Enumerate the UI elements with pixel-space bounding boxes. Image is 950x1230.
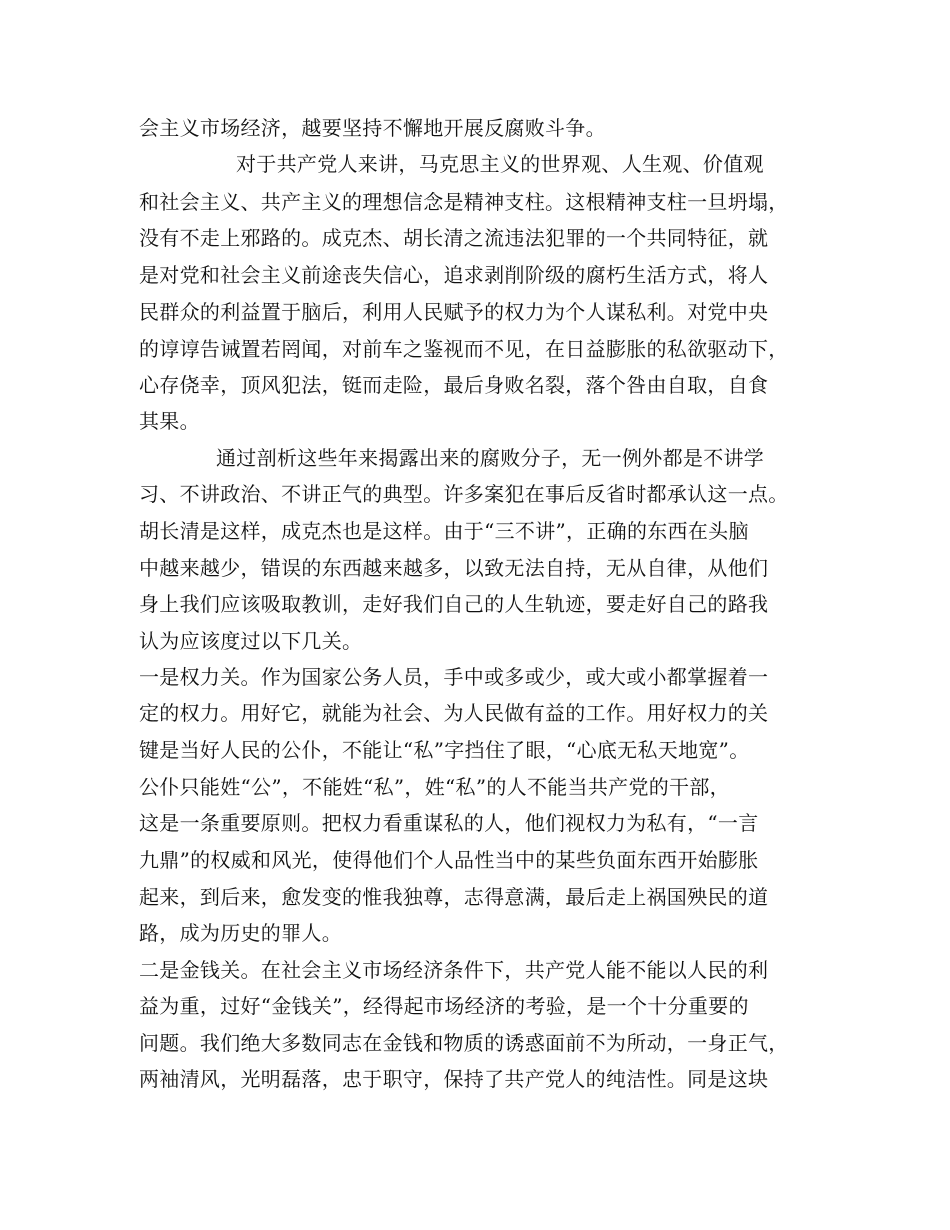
text-line: 九鼎”的权威和风光，使得他们个人品性当中的某些负面东西开始膨胀 (139, 848, 759, 872)
text-line: 胡长清是这样，成克杰也是这样。由于“三不讲”，正确的东西在头脑 (139, 519, 749, 543)
text-line: 民群众的利益置于脑后，利用人民赋予的权力为个人谋私利。对党中央 (139, 300, 769, 324)
text-line: 两袖清风，光明磊落，忠于职守，保持了共产党人的纯洁性。同是这块 (139, 1067, 769, 1091)
text-line: 问题。我们绝大多数同志在金钱和物质的诱惑面前不为所动，一身正气， (139, 1031, 789, 1055)
text-line: 和社会主义、共产主义的理想信念是精神支柱。这根精神支柱一旦坍塌， (139, 190, 789, 214)
text-line: 其果。 (139, 409, 200, 433)
text-line: 定的权力。用好它，就能为社会、为人民做有益的工作。用好权力的关 (139, 701, 769, 725)
paragraph-start-line: 通过剖析这些年来揭露出来的腐败分子，无一例外都是不讲学 (216, 446, 765, 470)
text-line: 这是一条重要原则。把权力看重谋私的人，他们视权力为私有，“一言 (139, 811, 759, 835)
text-line: 益为重，过好“金钱关”，经得起市场经济的考验，是一个十分重要的 (139, 994, 749, 1018)
text-line: 路，成为历史的罪人。 (139, 921, 342, 945)
text-line: 身上我们应该吸取教训，走好我们自己的人生轨迹，要走好自己的路我 (139, 592, 769, 616)
text-line: 公仆只能姓“公”，不能姓“私”，姓“私”的人不能当共产党的干部， (139, 775, 730, 799)
paragraph-start-line: 对于共产党人来讲，马克思主义的世界观、人生观、价值观 (236, 152, 764, 176)
text-line: 中越来越少，错误的东西越来越多，以致无法自持，无从自律，从他们 (139, 556, 769, 580)
text-line: 是对党和社会主义前途丧失信心，追求剥削阶级的腐朽生活方式，将人 (139, 263, 769, 287)
paragraph-start-line: 一是权力关。作为国家公务人员，手中或多或少，或大或小都掌握着一 (139, 665, 769, 689)
text-line: 习、不讲政治、不讲正气的典型。许多案犯在事后反省时都承认这一点。 (139, 482, 789, 506)
text-line: 心存侥幸，顶风犯法，铤而走险，最后身败名裂，落个咎由自取，自食 (139, 373, 769, 397)
text-line: 键是当好人民的公仆，不能让“私”字挡住了眼，“心底无私天地宽”。 (139, 738, 750, 762)
text-line: 会主义市场经济，越要坚持不懈地开展反腐败斗争。 (139, 116, 606, 140)
text-line: 的谆谆告诫置若罔闻，对前车之鉴视而不见，在日益膨胀的私欲驱动下， (139, 337, 789, 361)
text-line: 起来，到后来，愈发变的惟我独尊，志得意满，最后走上祸国殃民的道 (139, 885, 769, 909)
text-line: 认为应该度过以下几关。 (139, 629, 363, 653)
paragraph-start-line: 二是金钱关。在社会主义市场经济条件下，共产党人能不能以人民的利 (139, 958, 769, 982)
text-line: 没有不走上邪路的。成克杰、胡长清之流违法犯罪的一个共同特征，就 (139, 226, 769, 250)
